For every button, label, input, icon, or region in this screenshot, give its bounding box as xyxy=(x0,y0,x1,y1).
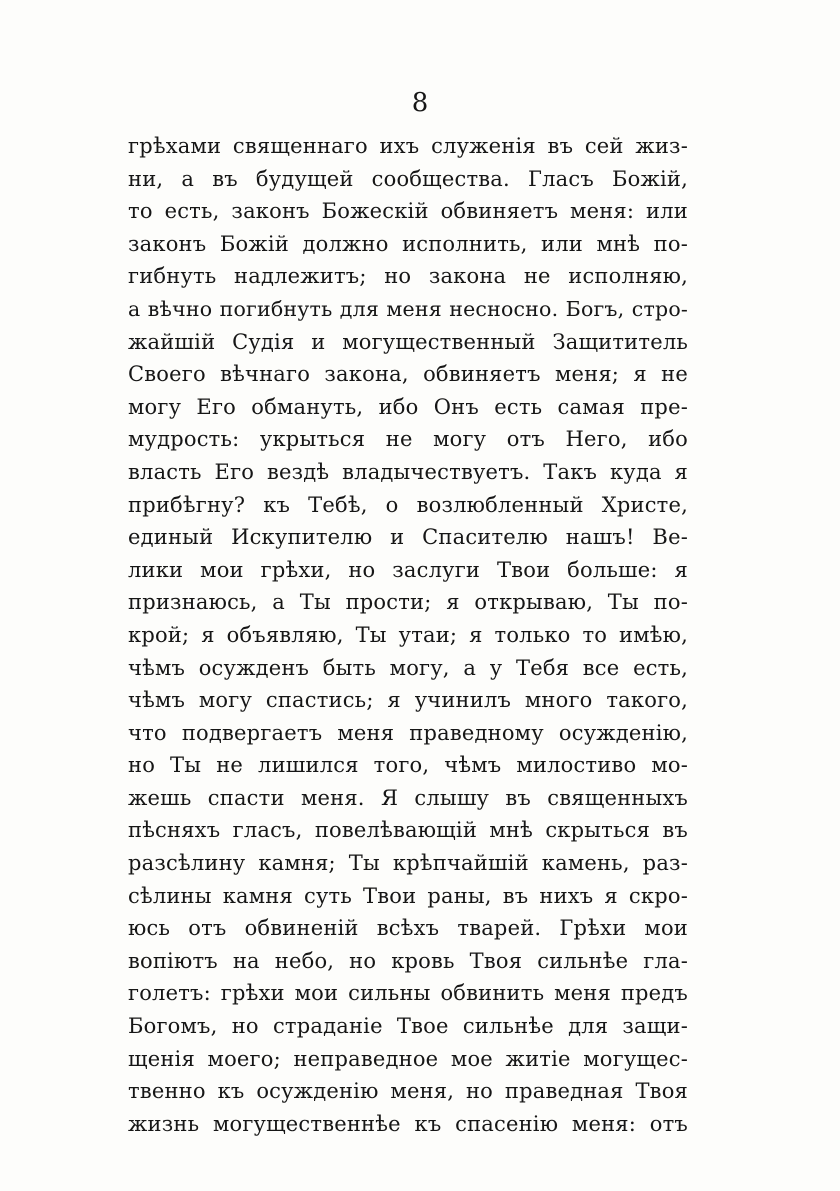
text-line: жайшій Судія и могущественный Защититель xyxy=(128,329,688,354)
text-line: власть Его вездѣ владычествуетъ. Такъ куда я xyxy=(128,459,688,484)
text-line: чѣмъ осужденъ быть могу, а у Тебя все есть, xyxy=(128,655,688,680)
text-line: голетъ: грѣхи мои сильны обвинить меня предъ xyxy=(128,981,688,1006)
text-line: жизнь могущественнѣе къ спасенію меня: отъ xyxy=(128,1111,688,1136)
text-line: могу Его обмануть, ибо Онъ есть самая пре- xyxy=(128,394,688,419)
text-line: чѣмъ могу спастись; я учинилъ много такого, xyxy=(128,688,688,713)
text-line: законъ Божій должно исполнить, или мнѣ по- xyxy=(128,231,688,256)
text-line: вопіютъ на небо, но кровь Твоя сильнѣе гла- xyxy=(128,948,688,973)
text-line: жешь спасти меня. Я слышу въ священныхъ xyxy=(128,785,688,810)
text-line: лики мои грѣхи, но заслуги Твои больше: я xyxy=(128,557,688,582)
text-line: гибнуть надлежитъ; но закона не исполняю, xyxy=(128,264,688,289)
text-line: ни, а въ будущей сообщества. Гласъ Божій, xyxy=(128,166,688,191)
text-line: Богомъ, но страданіе Твое сильнѣе для защи- xyxy=(128,1014,688,1039)
text-line: но Ты не лишился того, чѣмъ милостиво мо- xyxy=(128,753,688,778)
text-line: щенія моего; неправедное мое житіе могущес- xyxy=(128,1046,688,1071)
text-line: признаюсь, а Ты прости; я открываю, Ты по- xyxy=(128,590,688,615)
text-line: пѣсняхъ гласъ, повелѣвающій мнѣ скрыться въ xyxy=(128,818,688,843)
page-number: 8 xyxy=(411,88,429,118)
text-line: Своего вѣчнаго закона, обвиняетъ меня; я не xyxy=(128,362,688,387)
text-line: мудрость: укрыться не могу отъ Него, ибо xyxy=(128,427,688,452)
body-text xyxy=(128,130,688,1140)
text-line: твенно къ осужденію меня, но праведная Твоя xyxy=(128,1079,688,1104)
text-line: крой; я объявляю, Ты утаи; я только то имѣю, xyxy=(128,622,688,647)
text-line: что подвергаетъ меня праведному осужденію, xyxy=(128,720,688,745)
text-line: прибѣгну? къ Тебѣ, о возлюбленный Христе, xyxy=(128,492,688,517)
text-line: сѣлины камня суть Твои раны, въ нихъ я скро- xyxy=(128,883,688,908)
text-line: грѣхами священнаго ихъ служенія въ сей жиз- xyxy=(128,134,688,158)
text-line: разсѣлину камня; Ты крѣпчайшій камень, раз- xyxy=(128,851,688,876)
text-line: то есть, законъ Божескій обвиняетъ меня: или xyxy=(128,199,688,224)
text-line: а вѣчно погибнуть для меня несносно. Богъ, стро- xyxy=(128,296,688,321)
text-line: единый Искупителю и Спасителю нашъ! Ве- xyxy=(128,525,688,550)
text-line: юсь отъ обвиненій всѣхъ тварей. Грѣхи мои xyxy=(128,916,688,941)
